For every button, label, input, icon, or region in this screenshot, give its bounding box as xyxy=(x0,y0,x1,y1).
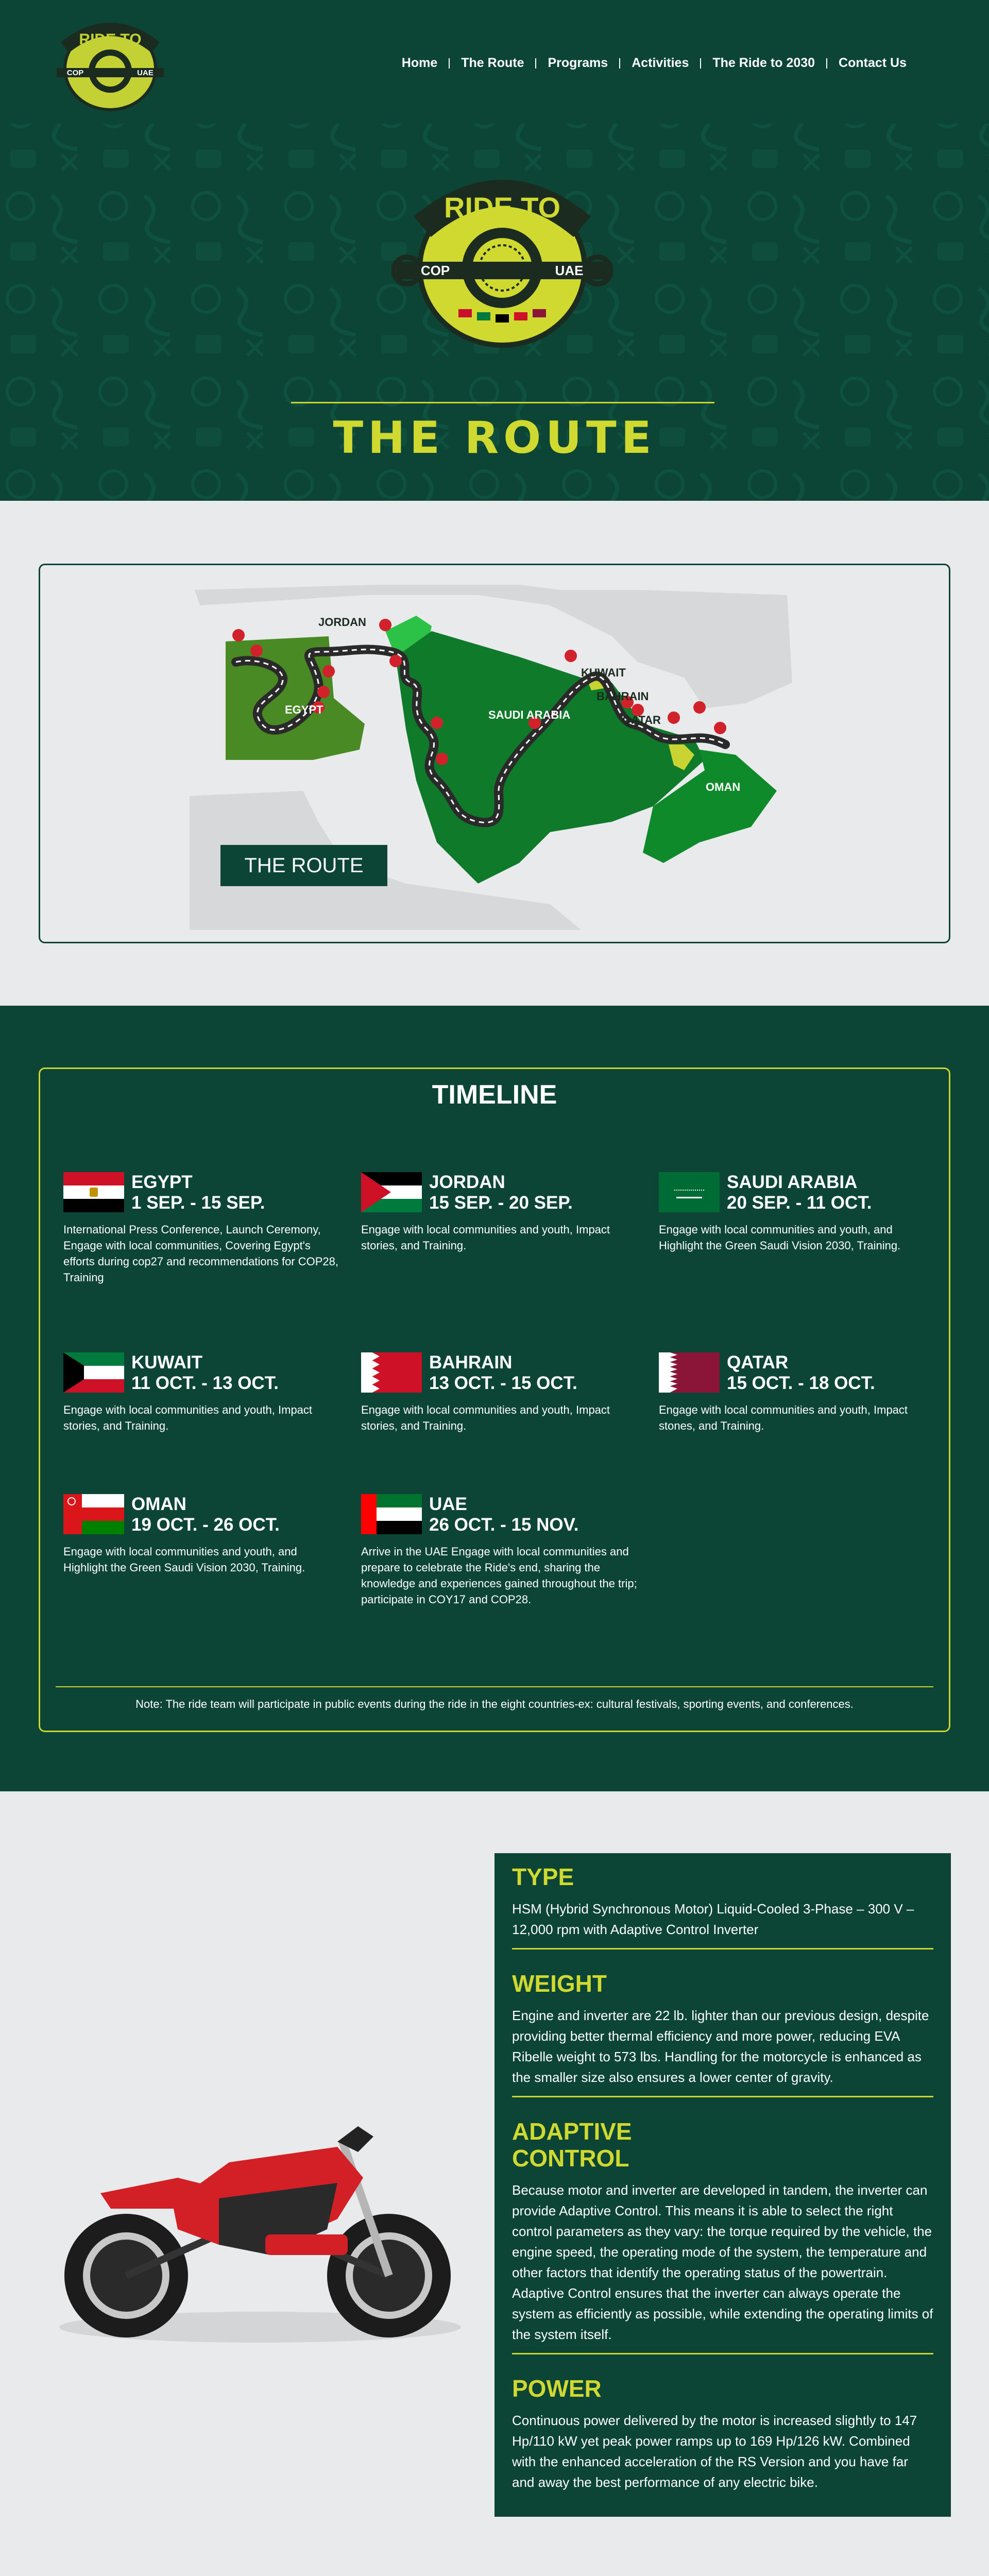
timeline-description: Engage with local communities and youth, and Highlight the Green Saudi Vision 2030, Training. xyxy=(63,1545,305,1574)
map-label-bahrain: BAHRAIN xyxy=(596,690,649,703)
map-label-jordan: JORDAN xyxy=(318,616,366,629)
jordan-flag-icon xyxy=(361,1172,422,1212)
nav-home[interactable]: Home xyxy=(401,56,438,70)
nav-ride-to-2030[interactable]: The Ride to 2030 xyxy=(712,56,815,70)
timeline-country: SAUDI ARABIA xyxy=(727,1172,858,1192)
nav-contact-us[interactable]: Contact Us xyxy=(839,56,907,70)
motor-specs-section xyxy=(0,1791,989,2576)
motor-specs-card xyxy=(494,1853,951,2517)
timeline-item-saudi-arabia xyxy=(659,1172,937,1253)
spec-title: TYPE xyxy=(512,1863,574,1890)
spec-title: ADAPTIVE CONTROL xyxy=(512,2118,632,2172)
nav-the-route[interactable]: The Route xyxy=(461,56,524,70)
timeline-card xyxy=(39,1067,950,1732)
timeline-description: Engage with local communities and youth, Impact stories, and Training. xyxy=(361,1403,610,1432)
spec-text: Engine and inverter are 22 lb. lighter than our previous design, despite providing better thermal efficiency and more power, reducing EVA Ribelle weight to 573 lbs. Handling for the motorcycle is enhanced as the smaller size also ensures a lower center of gravity. xyxy=(512,2008,929,2085)
route-map-card xyxy=(39,564,950,943)
spec-text: HSM (Hybrid Synchronous Motor) Liquid-Cooled 3-Phase – 300 V – 12,000 rpm with Adaptive Control Inverter xyxy=(512,1901,914,1937)
nav-programs[interactable]: Programs xyxy=(548,56,608,70)
site-logo[interactable] xyxy=(54,14,167,120)
nav-activities[interactable]: Activities xyxy=(632,56,689,70)
kuwait-flag-icon xyxy=(63,1352,124,1393)
timeline-country: UAE xyxy=(429,1494,467,1514)
map-label-egypt: EGYPT xyxy=(285,703,323,716)
timeline-item-uae xyxy=(361,1494,639,1607)
qatar-flag-icon xyxy=(659,1352,720,1393)
timeline-date: 20 SEP. - 11 OCT. xyxy=(727,1193,872,1213)
navbar xyxy=(0,14,989,117)
svg-text:COP: COP xyxy=(66,69,84,77)
saudi-flag-icon xyxy=(659,1172,720,1212)
timeline-date: 1 SEP. - 15 SEP. xyxy=(131,1193,265,1213)
timeline-item-qatar xyxy=(659,1352,937,1434)
map-label-qatar: QATAR xyxy=(622,714,661,726)
uae-flag-icon xyxy=(361,1494,422,1534)
main-menu xyxy=(390,56,918,71)
timeline-country: BAHRAIN xyxy=(429,1352,513,1372)
timeline-note: Note: The ride team will participate in public events during the ride in the eight countries-ex: cultural festivals, sporting events, and conferences. xyxy=(135,1698,854,1710)
timeline-divider xyxy=(56,1686,933,1687)
timeline-country: QATAR xyxy=(727,1352,789,1372)
timeline-item-egypt xyxy=(63,1172,342,1285)
timeline-date: 26 OCT. - 15 NOV. xyxy=(429,1515,579,1535)
timeline-date: 19 OCT. - 26 OCT. xyxy=(131,1515,280,1535)
map-label-kuwait: KUWAIT xyxy=(581,666,626,679)
bahrain-flag-icon xyxy=(361,1352,422,1393)
spec-power xyxy=(512,2375,933,2501)
timeline-date: 15 SEP. - 20 SEP. xyxy=(429,1193,573,1213)
egypt-flag-icon xyxy=(63,1172,124,1212)
timeline-description: International Press Conference, Launch Ceremony, Engage with local communities, Covering Egypt's efforts during cop27 and recommendations for COP28, Training xyxy=(63,1223,339,1284)
svg-text:RIDE TO: RIDE TO xyxy=(444,191,561,224)
timeline-description: Engage with local communities and youth, Impact stories, and Training. xyxy=(361,1223,610,1252)
spec-adaptive-control xyxy=(512,2118,933,2354)
timeline-date: 11 OCT. - 13 OCT. xyxy=(131,1373,279,1393)
timeline-country: JORDAN xyxy=(429,1172,505,1192)
timeline-country: KUWAIT xyxy=(131,1352,203,1372)
timeline-description: Arrive in the UAE Engage with local communities and prepare to celebrate the Ride's end, sharing the knowledge and experiences gained throughout the trip; participate in COY17 and COP28. xyxy=(361,1545,637,1606)
timeline-title: TIMELINE xyxy=(432,1080,557,1110)
hero-section xyxy=(0,0,989,501)
spec-type xyxy=(512,1863,933,1950)
route-map xyxy=(190,574,808,935)
timeline-description: Engage with local communities and youth, Impact stories, and Training. xyxy=(63,1403,313,1432)
svg-text:RIDE TO: RIDE TO xyxy=(79,31,142,48)
spec-title: POWER xyxy=(512,2375,602,2402)
timeline-description: Engage with local communities and youth, and Highlight the Green Saudi Vision 2030, Training. xyxy=(659,1223,901,1252)
timeline-date: 15 OCT. - 18 OCT. xyxy=(727,1373,875,1393)
spec-text: Continuous power delivered by the motor is increased slightly to 147 Hp/110 kW yet peak power ramps up to 169 Hp/126 kW. Combined with the enhanced acceleration of the RS Version and you have far and away the best performance of any electric bike. xyxy=(512,2413,917,2490)
timeline-country: OMAN xyxy=(131,1494,186,1514)
timeline-date: 13 OCT. - 15 OCT. xyxy=(429,1373,577,1393)
timeline-country: EGYPT xyxy=(131,1172,193,1192)
spec-text: Because motor and inverter are developed in tandem, the inverter can provide Adaptive Control. This means it is able to select the right control parameters as they vary: the torque required by the vehicle, the engine speed, the operating mode of the system, the temperature and other factors that identify the operating status of the powertrain. Adaptive Control ensures that the inverter can always operate the system as efficiently as possible, while extending the operating limits of the system itself. xyxy=(512,2182,933,2342)
timeline-item-kuwait xyxy=(63,1352,342,1434)
timeline-section xyxy=(0,1006,989,1791)
timeline-item-bahrain xyxy=(361,1352,639,1434)
timeline-item-oman xyxy=(63,1494,342,1575)
timeline-description: Engage with local communities and youth, Impact stones, and Training. xyxy=(659,1403,908,1432)
page-title: THE ROUTE xyxy=(333,412,656,464)
map-label-saudi-arabia: SAUDI ARABIA xyxy=(488,708,571,721)
map-badge: THE ROUTE xyxy=(244,854,364,877)
svg-text:COP: COP xyxy=(420,263,450,278)
spec-weight xyxy=(512,1970,933,2097)
spec-title: WEIGHT xyxy=(512,1970,607,1997)
motorcycle-image xyxy=(49,2080,471,2368)
hero-divider xyxy=(291,402,714,403)
map-label-oman: OMAN xyxy=(706,781,741,793)
timeline-item-jordan xyxy=(361,1172,639,1253)
svg-text:UAE: UAE xyxy=(137,69,154,77)
oman-flag-icon xyxy=(63,1494,124,1534)
route-map-section xyxy=(0,501,989,1006)
hero-logo xyxy=(391,170,613,358)
svg-text:UAE: UAE xyxy=(555,263,584,278)
